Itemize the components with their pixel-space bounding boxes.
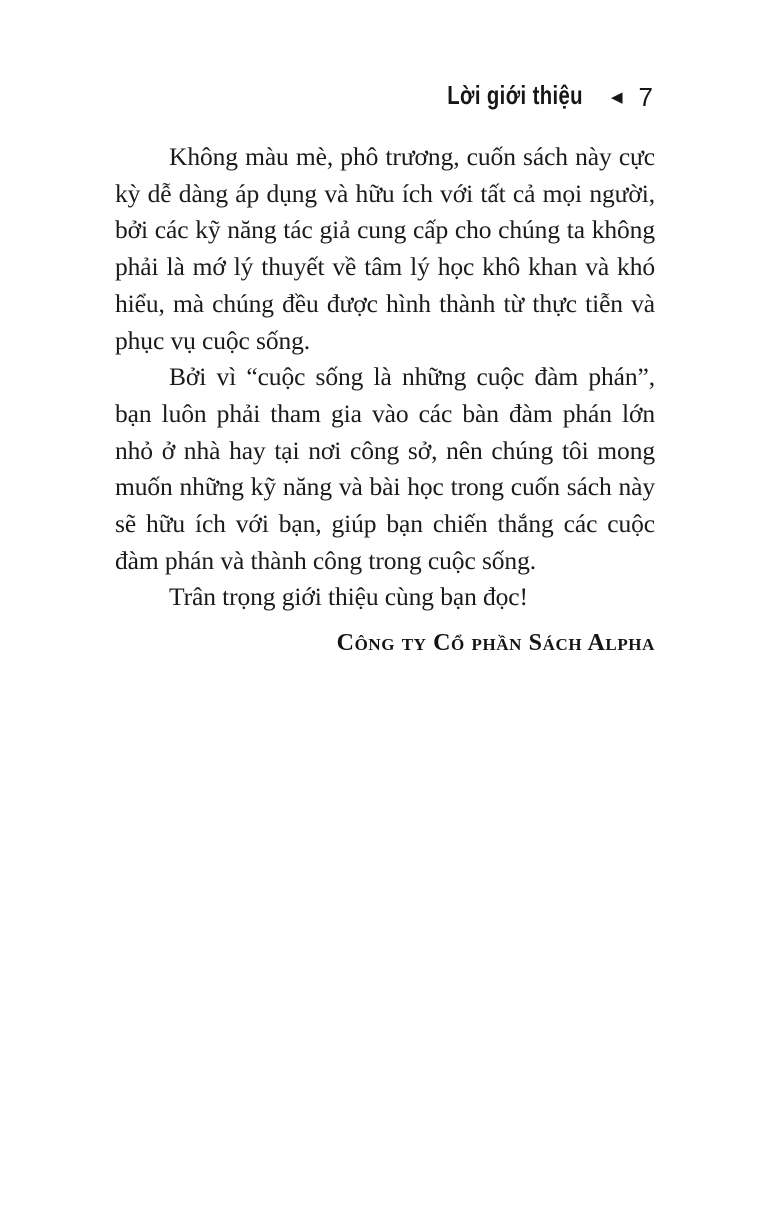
paragraph-2: Bởi vì “cuộc sống là những cuộc đàm phán”, bạn luôn phải tham gia vào các bàn đàm phán lớn nhỏ ở nhà hay tại nơi công sở, nên chúng tôi mong muốn những kỹ năng và bài học trong cuốn sách này sẽ hữu ích với bạn, giúp bạn chiến thắng các cuộc đàm phán và thành công trong cuộc sống. <box>115 362 655 575</box>
left-triangle-icon: ◀ <box>610 87 623 106</box>
page-header <box>409 78 653 113</box>
paragraph-1: Không màu mè, phô trương, cuốn sách này cực kỳ dễ dàng áp dụng và hữu ích với tất cả mọi người, bởi các kỹ năng tác giả cung cấp cho chúng ta không phải là mớ lý thuyết về tâm lý học khô khan và khó hiểu, mà chúng đều được hình thành từ thực tiễn và phục vụ cuộc sống. <box>115 142 655 355</box>
publisher-signature: Công ty Cổ phần Sách Alpha <box>336 630 655 657</box>
page-body <box>115 139 655 659</box>
page-number: 7 <box>638 82 653 112</box>
running-title: Lời giới thiệu <box>447 80 583 110</box>
paragraph-3: Trân trọng giới thiệu cùng bạn đọc! <box>169 582 528 612</box>
